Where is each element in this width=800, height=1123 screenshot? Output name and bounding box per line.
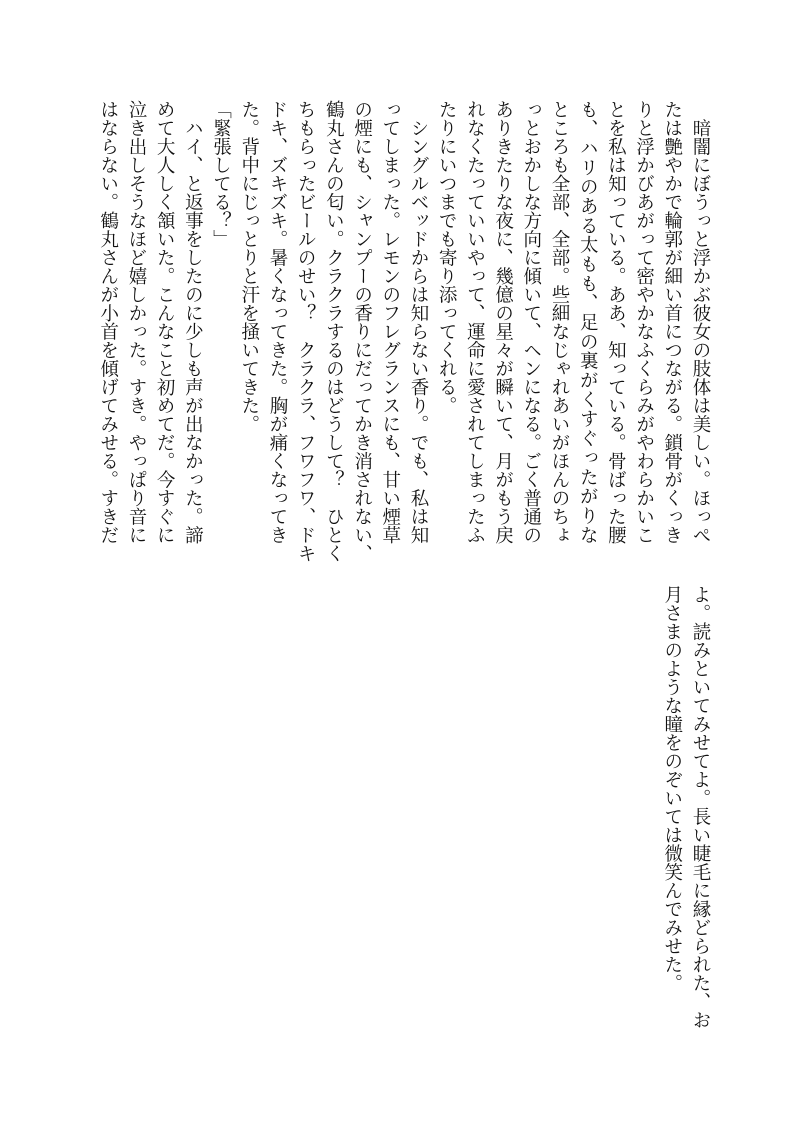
- lower-text-column-01: よ。読みといてみせてよ。長い睫毛に縁どられた、お: [690, 585, 711, 1029]
- upper-text-column-20: めて大人しく頷いた。こんなこと初めてだ。今すぐに: [154, 100, 176, 544]
- upper-text-column-11: シングルベッドからは知らない香り。でも、私は知: [407, 100, 429, 544]
- upper-text-column-06: ところも全部、全部。些細なじゃれあいがほんのちょ: [548, 100, 570, 544]
- upper-text-column-05: も、ハリのある太もも、足の裏がくすぐったがりな: [577, 100, 599, 544]
- upper-text-column-21: 泣き出しそうなほど嬉しかった。すき。やっぱり音に: [125, 100, 147, 544]
- upper-text-column-18-dialogue: 「緊張してる？」: [210, 100, 232, 248]
- upper-text-column-14: 鶴丸さんの匂い。クラクラするのはどうして？ ひとく: [323, 100, 345, 563]
- upper-text-tier: [94, 100, 714, 563]
- upper-text-column-19: ハイ、と返事をしたのに少しも声が出なかった。諦: [182, 100, 204, 544]
- upper-text-column-09: れなくたっていいやって、運命に愛されてしまったふ: [464, 100, 486, 544]
- upper-text-column-17: た。背中にじっとりと汗を掻いてきた。: [238, 100, 260, 433]
- lower-text-tier: [658, 585, 714, 1029]
- upper-text-column-10: たりにいつまでも寄り添ってくれる。: [436, 100, 458, 415]
- lower-text-column-02: 月さまのような瞳をのぞいては微笑んでみせた。: [661, 585, 683, 992]
- upper-text-column-22: はならない。鶴丸さんが小首を傾げてみせる。すきだ: [97, 100, 119, 544]
- upper-text-column-12: ってしまった。レモンのフレグランスにも、甘い煙草: [379, 100, 401, 544]
- upper-text-column-04: とを私は知っている。ああ、知っている。骨ばった腰: [605, 100, 627, 544]
- upper-text-column-16: ドキ、ズキズキ。暑くなってきた。胸が痛くなってき: [266, 100, 288, 544]
- upper-text-column-01: 暗闇にぼうっと浮かぶ彼女の肢体は美しい。ほっぺ: [690, 100, 711, 544]
- upper-text-column-07: っとおかしな方向に傾いて、ヘンになる。ごく普通の: [520, 100, 542, 544]
- upper-text-column-08: ありきたりな夜に、幾億の星々が瞬いて、月がもう戻: [492, 100, 514, 544]
- upper-text-column-03: りと浮かびあがって密やかなふくらみがやわらかいこ: [633, 100, 655, 544]
- upper-text-column-15: ちもらったビールのせい？ クラクラ、フワフワ、ドキ: [295, 100, 317, 563]
- upper-text-column-13: の煙にも、シャンプーの香りにだってかき消されない、: [351, 100, 373, 563]
- upper-text-column-02: たは艶やかで輪郭が細い首につながる。鎖骨がくっき: [661, 100, 683, 544]
